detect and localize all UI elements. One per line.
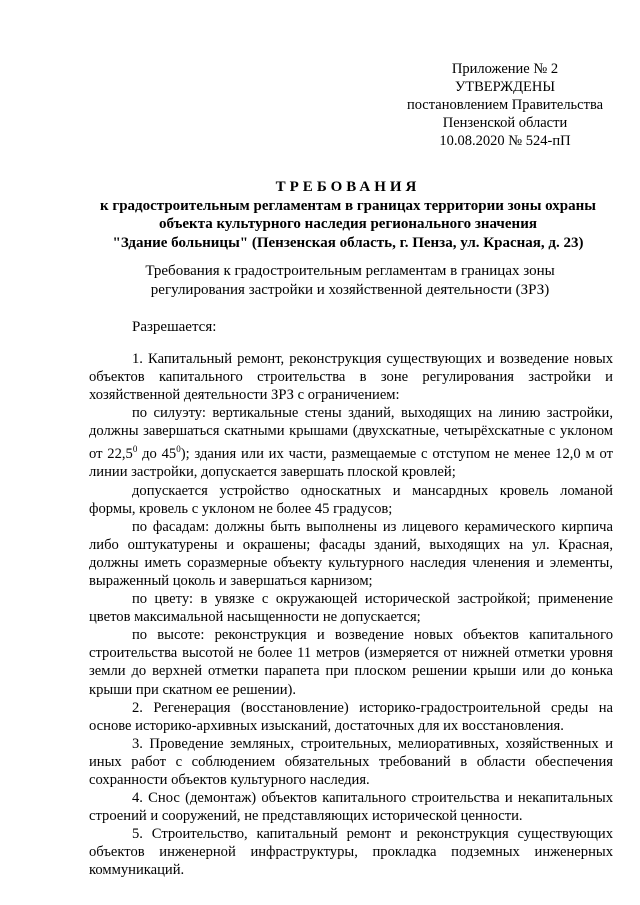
silhouette-text-b: до 45 — [137, 446, 177, 463]
paragraph-roofs: допускается устройство односкатных и мансардных кровель ломаной формы, кровель с уклоном не более 45 градусов; — [89, 482, 613, 517]
subtitle-line-1: Требования к градостроительным регламентам в границах зоны — [145, 263, 555, 279]
document-title — [88, 178, 608, 252]
paragraph-facades: по фасадам: должны быть выполнены из лицевого керамического кирпича либо оштукатурены и окрашены; фасады зданий, выходящих на ул. Красная, должны иметь соразмерные объекту культурного наследия членения и элементы, выраженный цоколь и завершаться карнизом; — [89, 518, 613, 589]
approval-stamp — [395, 60, 615, 150]
paragraph-3: 3. Проведение земляных, строительных, мелиоративных, хозяйственных и иных работ с соблюдением обязательных требований в области обеспечения сохранности объектов культурного наследия. — [89, 735, 613, 789]
appendix-number: Приложение № 2 — [451, 61, 559, 77]
allowed-heading: Разрешается: — [132, 319, 217, 335]
degree-mark: 0 — [132, 444, 138, 455]
title-line-2: объекта культурного наследия регионального значения — [159, 216, 537, 232]
silhouette-text-a: по силуэту: вертикальные стены зданий, выходящих на линию застройки, должны завершаться скатными крышами (двухскатные, четырёхскатные с уклоном от 22,5 — [89, 405, 613, 463]
resolution-date-number: 10.08.2020 № 524-пП — [439, 133, 571, 149]
approved-label: УТВЕРЖДЕНЫ — [454, 79, 556, 95]
title-line-1: к градостроительным регламентам в границах территории зоны охраны — [100, 197, 596, 214]
paragraph-silhouette — [89, 404, 613, 481]
resolution-label: постановлением Правительства — [406, 97, 604, 113]
degree-mark: 0 — [176, 444, 181, 455]
paragraph-4: 4. Снос (демонтаж) объектов капитального строительства и некапитальных строений и сооружений, не представляющих исторической ценности. — [89, 790, 613, 825]
paragraph-1: 1. Капитальный ремонт, реконструкция существующих и возведение новых объектов капитального строительства в зоне регулирования застройки и хозяйственной деятельности ЗРЗ с ограничением: — [89, 351, 613, 404]
region-label: Пензенской области — [442, 115, 568, 131]
paragraph-5: 5. Строительство, капитальный ремонт и реконструкция существующих объектов инженерной инфраструктуры, прокладка подземных инженерных коммуникаций. — [89, 826, 613, 879]
requirements-body — [89, 350, 613, 880]
paragraph-color: по цвету: в увязке с окружающей исторической застройкой; применение цветов максимальной насыщенности не допускается; — [89, 591, 613, 626]
zone-subtitle — [120, 262, 580, 300]
silhouette-text-c: ); здания или их части, размещаемые с отступом не менее 12,0 м от линии застройки, допускается завершать плоской кровлей; — [89, 446, 613, 481]
paragraph-2: 2. Регенерация (восстановление) историко-градостроительной среды на основе историко-архивных изысканий, достаточных для их восстановления. — [89, 699, 613, 734]
title-line-3: "Здание больницы" (Пензенская область, г. Пенза, ул. Красная, д. 23) — [112, 234, 584, 251]
paragraph-height: по высоте: реконструкция и возведение новых объектов капитального строительства высотой не более 11 метров (измеряется от нижней отметки уровня земли до верхней отметки парапета при плоском решении крыши или до конька крыши при скатном ее решении). — [89, 627, 613, 698]
subtitle-line-2: регулирования застройки и хозяйственной деятельности (ЗРЗ) — [150, 282, 550, 298]
title-heading: ТРЕБОВАНИЯ — [275, 179, 421, 195]
